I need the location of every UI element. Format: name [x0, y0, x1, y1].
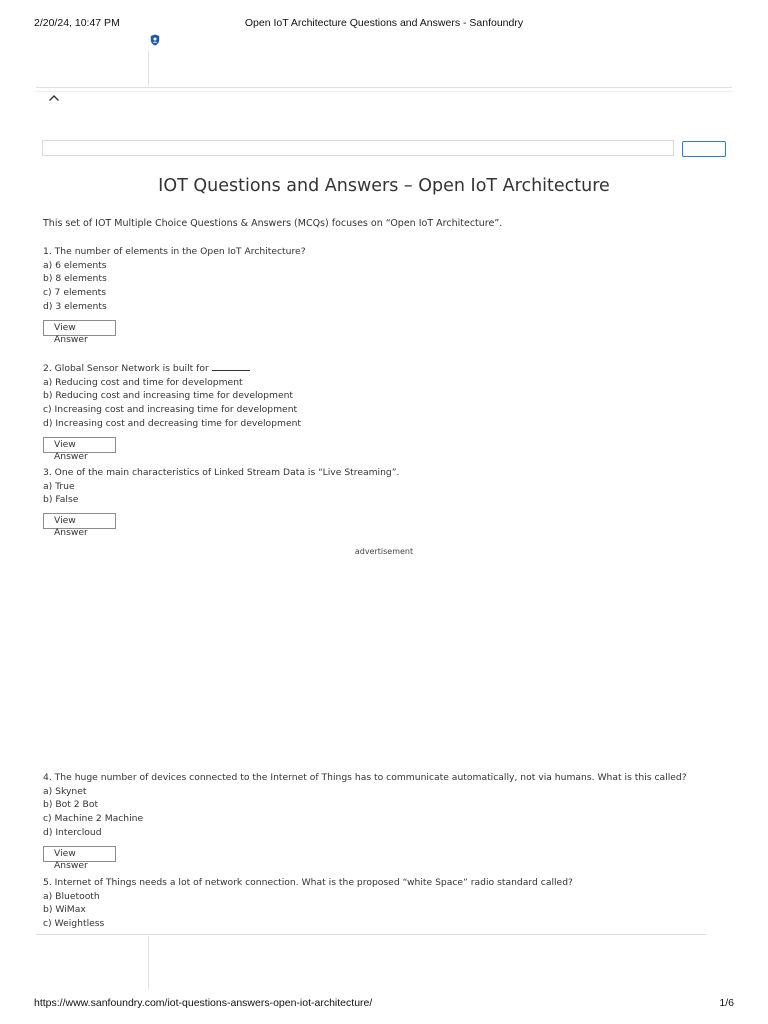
- question-text: 2. Global Sensor Network is built for: [43, 363, 209, 374]
- question-block: [43, 245, 306, 346]
- question-block: [43, 876, 573, 931]
- question-text: 5. Internet of Things needs a lot of network connection. What is the proposed “white Space” radio standard called?: [43, 877, 573, 888]
- answer-option: b) Bot 2 Bot: [43, 799, 99, 811]
- divider: [148, 936, 149, 990]
- page-title: IOT Questions and Answers – Open IoT Architecture: [158, 176, 610, 196]
- divider: [36, 91, 732, 92]
- divider: [36, 87, 732, 88]
- question-block: [43, 466, 399, 540]
- search-button[interactable]: [682, 141, 726, 157]
- search-input[interactable]: [42, 140, 674, 156]
- answer-option: d) Intercloud: [43, 826, 102, 838]
- divider: [148, 50, 149, 86]
- answer-option: c) Weightless: [43, 918, 105, 930]
- answer-option: d) 3 elements: [43, 300, 107, 312]
- shield-icon: [150, 34, 160, 46]
- answer-option: a) Reducing cost and time for development: [43, 376, 243, 388]
- view-answer-button[interactable]: View Answer: [43, 513, 116, 529]
- question-text: 4. The huge number of devices connected to the Internet of Things has to communicate automatically, not via humans. What is this called?: [43, 772, 687, 783]
- print-title: Open IoT Architecture Questions and Answers - Sanfoundry: [244, 17, 524, 29]
- fill-in-blank: [212, 362, 250, 371]
- print-url: https://www.sanfoundry.com/iot-questions-answers-open-iot-architecture/: [34, 997, 373, 1009]
- question-block: [43, 771, 687, 872]
- answer-option: c) 7 elements: [43, 287, 106, 299]
- answer-option: a) True: [43, 480, 75, 492]
- answer-option: b) Reducing cost and increasing time for development: [43, 390, 294, 402]
- answer-option: a) Bluetooth: [43, 890, 100, 902]
- answer-option: a) 6 elements: [43, 259, 107, 271]
- answer-option: c) Increasing cost and increasing time for development: [43, 404, 298, 416]
- question-text: 3. One of the main characteristics of Linked Stream Data is “Live Streaming”.: [43, 467, 400, 478]
- print-datetime: 2/20/24, 10:47 PM: [34, 17, 120, 29]
- answer-option: b) 8 elements: [43, 273, 107, 285]
- intro-text: This set of IOT Multiple Choice Questions & Answers (MCQs) focuses on “Open IoT Architecture”.: [43, 218, 503, 229]
- divider: [36, 934, 706, 935]
- answer-option: b) WiMax: [43, 904, 86, 916]
- advertisement-label: advertisement: [354, 547, 414, 556]
- answer-option: d) Increasing cost and decreasing time for development: [43, 417, 302, 429]
- view-answer-button[interactable]: View Answer: [43, 320, 116, 336]
- answer-option: c) Machine 2 Machine: [43, 813, 144, 825]
- question-text: 1. The number of elements in the Open IoT Architecture?: [43, 246, 306, 257]
- print-header: [34, 17, 734, 31]
- view-answer-button[interactable]: View Answer: [43, 437, 116, 453]
- question-block: [43, 362, 301, 463]
- view-answer-button[interactable]: View Answer: [43, 846, 116, 862]
- answer-option: b) False: [43, 494, 79, 506]
- chevron-up-icon[interactable]: [48, 94, 60, 102]
- print-page-number: 1/6: [719, 997, 734, 1009]
- answer-option: a) Skynet: [43, 785, 87, 797]
